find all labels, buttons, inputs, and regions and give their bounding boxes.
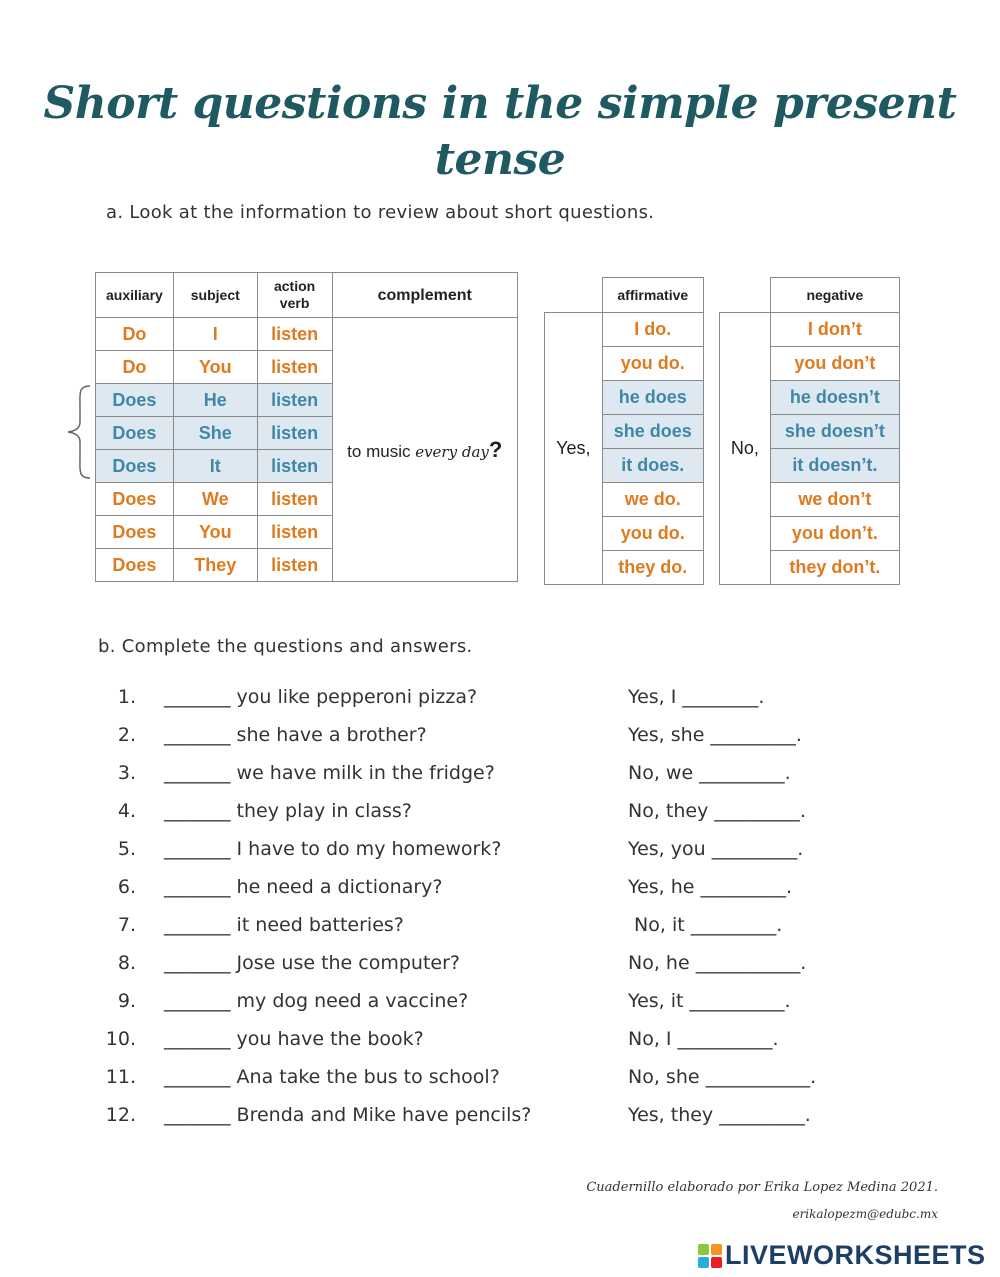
negative-answer: I don’t [770, 313, 899, 347]
row-verb: listen [257, 384, 332, 417]
credit-email: erikalopezm@edubc.mx [792, 1207, 938, 1221]
item-number: 6. [117, 876, 136, 898]
affirmative-answer: it does. [602, 449, 703, 483]
row-aux: Does [96, 384, 174, 417]
header-verb-line1: action [273, 278, 316, 294]
question-text: _______ she have a brother? [164, 724, 427, 746]
row-verb: listen [257, 516, 332, 549]
question-text: _______ Ana take the bus to school? [164, 1066, 500, 1088]
item-number: 3. [117, 762, 136, 784]
affirmative-answer: they do. [602, 551, 703, 585]
question-text: _______ my dog need a vaccine? [164, 990, 469, 1012]
yes-label: Yes, [545, 313, 603, 585]
complement-cell [332, 318, 518, 582]
item-number: 4. [117, 800, 136, 822]
page-title-line2: tense [434, 134, 566, 185]
header-action-verb [257, 273, 332, 318]
liveworksheets-logo [698, 1240, 994, 1272]
row-aux: Does [96, 417, 174, 450]
header-affirmative: affirmative [602, 278, 703, 313]
answer-text: Yes, you _________. [628, 838, 804, 860]
affirmative-table-header [545, 278, 704, 313]
empty-header-cell [720, 278, 771, 313]
question-table-header [96, 273, 518, 318]
item-number: 12. [105, 1104, 136, 1126]
header-verb-line2: verb [279, 295, 310, 311]
affirmative-answers-table [544, 277, 704, 585]
table-row [545, 313, 704, 347]
negative-answer: he doesn’t [770, 381, 899, 415]
negative-answer: they don’t. [770, 551, 899, 585]
row-aux: Does [96, 450, 174, 483]
negative-answer: we don’t [770, 483, 899, 517]
row-subject: It [173, 450, 257, 483]
row-verb: listen [257, 450, 332, 483]
row-verb: listen [257, 417, 332, 450]
empty-header-cell [545, 278, 603, 313]
logo-mark-icon [698, 1244, 722, 1268]
page-title-line1: Short questions in the simple present [43, 78, 957, 129]
question-text: _______ Brenda and Mike have pencils? [164, 1104, 532, 1126]
answer-text: No, he ___________. [628, 952, 807, 974]
affirmative-answer: we do. [602, 483, 703, 517]
section-b-instruction: b. Complete the questions and answers. [98, 636, 473, 657]
affirmative-answer: I do. [602, 313, 703, 347]
affirmative-answer: you do. [602, 347, 703, 381]
row-subject: You [173, 516, 257, 549]
negative-answer: she doesn’t [770, 415, 899, 449]
answer-text: No, it _________. [628, 914, 783, 936]
negative-answer: it doesn’t. [770, 449, 899, 483]
row-aux: Do [96, 351, 174, 384]
question-text: _______ you have the book? [164, 1028, 424, 1050]
question-text: _______ they play in class? [164, 800, 412, 822]
question-mark: ? [488, 436, 503, 462]
negative-answers-table [719, 277, 900, 585]
brace-icon [64, 384, 94, 480]
complement-italic: every day [415, 442, 489, 461]
answer-text: No, they _________. [628, 800, 806, 822]
question-text: _______ we have milk in the fridge? [164, 762, 495, 784]
item-number: 9. [117, 990, 136, 1012]
answer-text: Yes, he _________. [628, 876, 793, 898]
answer-text: No, she ___________. [628, 1066, 817, 1088]
item-number: 1. [117, 686, 136, 708]
row-aux: Does [96, 549, 174, 582]
affirmative-answer: she does [602, 415, 703, 449]
affirmative-answer: he does [602, 381, 703, 415]
header-subject: subject [173, 273, 257, 318]
row-verb: listen [257, 483, 332, 516]
complement-text: to music [347, 441, 411, 461]
question-text: _______ he need a dictionary? [164, 876, 443, 898]
negative-answer: you don’t. [770, 517, 899, 551]
item-number: 8. [117, 952, 136, 974]
no-label: No, [720, 313, 771, 585]
answer-text: Yes, she _________. [628, 724, 802, 746]
header-auxiliary: auxiliary [96, 273, 174, 318]
row-subject: She [173, 417, 257, 450]
logo-text: LIVEWORKSHEETS [725, 1240, 986, 1270]
item-number: 7. [117, 914, 136, 936]
answer-text: Yes, it __________. [628, 990, 791, 1012]
table-row [720, 313, 900, 347]
question-text: _______ I have to do my homework? [164, 838, 502, 860]
table-row [96, 318, 518, 351]
item-number: 11. [105, 1066, 136, 1088]
row-aux: Does [96, 516, 174, 549]
affirmative-answer: you do. [602, 517, 703, 551]
row-subject: They [173, 549, 257, 582]
answer-text: No, we _________. [628, 762, 791, 784]
row-verb: listen [257, 351, 332, 384]
row-verb: listen [257, 549, 332, 582]
item-number: 2. [117, 724, 136, 746]
question-text: _______ Jose use the computer? [164, 952, 461, 974]
row-subject: I [173, 318, 257, 351]
answer-text: Yes, they _________. [628, 1104, 811, 1126]
answer-text: Yes, I ________. [628, 686, 765, 708]
question-structure-table [95, 272, 518, 582]
row-subject: He [173, 384, 257, 417]
question-text: _______ it need batteries? [164, 914, 404, 936]
negative-table-header [720, 278, 900, 313]
row-aux: Does [96, 483, 174, 516]
answer-text: No, I __________. [628, 1028, 779, 1050]
item-number: 10. [105, 1028, 136, 1050]
header-complement: complement [332, 273, 518, 318]
negative-answer: you don’t [770, 347, 899, 381]
item-number: 5. [117, 838, 136, 860]
row-aux: Do [96, 318, 174, 351]
question-text: _______ you like pepperoni pizza? [164, 686, 478, 708]
row-subject: You [173, 351, 257, 384]
row-verb: listen [257, 318, 332, 351]
header-negative: negative [770, 278, 899, 313]
section-a-instruction: a. Look at the information to review about short questions. [106, 202, 655, 223]
credit-author: Cuadernillo elaborado por Erika Lopez Medina 2021. [586, 1180, 938, 1195]
row-subject: We [173, 483, 257, 516]
